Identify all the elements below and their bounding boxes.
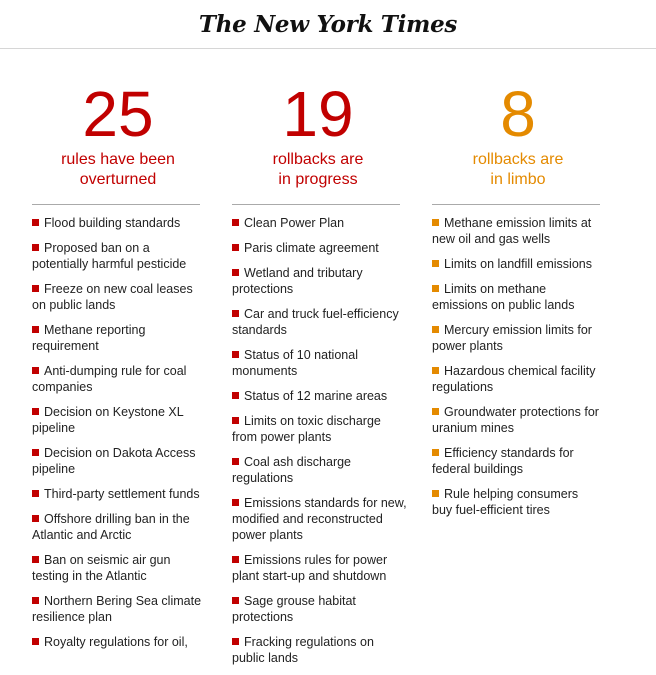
bullet-square-icon	[32, 638, 39, 645]
bullet-square-icon	[32, 597, 39, 604]
list-item: Wetland and tributary protections	[232, 266, 363, 296]
in-progress-list	[232, 215, 407, 666]
list-item: Royalty regulations for oil,	[32, 634, 208, 650]
nyt-logo[interactable]: The New York Times	[198, 10, 458, 38]
list-item: Flood building standards	[32, 215, 208, 231]
list-item: Freeze on new coal leases on public lands	[32, 282, 193, 312]
list-item: Third-party settlement funds	[32, 486, 208, 502]
bullet-square-icon	[32, 490, 39, 497]
bullet-square-icon	[32, 408, 39, 415]
in-progress-subtitle: rollbacks are in progress	[272, 151, 364, 188]
bullet-square-icon	[32, 219, 39, 226]
bullet-square-icon	[432, 285, 439, 292]
list-item: Decision on Keystone XL pipeline	[32, 405, 184, 435]
bullet-square-icon	[232, 310, 239, 317]
list-item: Fracking regulations on public lands	[232, 635, 374, 665]
list-item: Emissions standards for new, modified and reconstructed power plants	[232, 496, 407, 542]
list-item: Decision on Dakota Access pipeline	[32, 446, 196, 476]
bullet-square-icon	[232, 219, 239, 226]
list-item: Rule helping consumers buy fuel-efficient tires	[432, 487, 579, 517]
list-item: Sage grouse habitat protections	[232, 594, 356, 624]
bullet-square-icon	[232, 458, 239, 465]
list-item: Groundwater protections for uranium mines	[432, 405, 599, 435]
divider	[232, 204, 400, 205]
bullet-square-icon	[432, 490, 439, 497]
list-item: Ban on seismic air gun testing in the Atlantic	[32, 553, 171, 583]
list-item: Hazardous chemical facility regulations	[432, 364, 596, 394]
bullet-square-icon	[432, 326, 439, 333]
bullet-square-icon	[32, 515, 39, 522]
bullet-square-icon	[32, 326, 39, 333]
masthead	[0, 0, 656, 49]
bullet-square-icon	[32, 244, 39, 251]
bullet-square-icon	[232, 638, 239, 645]
overturned-list	[32, 215, 204, 650]
list-item: Methane emission limits at new oil and gas wells	[432, 216, 592, 246]
divider	[32, 204, 200, 205]
list-item: Offshore drilling ban in the Atlantic and Arctic	[32, 512, 190, 542]
bullet-square-icon	[32, 449, 39, 456]
in-progress-count: 19	[282, 78, 354, 150]
bullet-square-icon	[32, 285, 39, 292]
list-item: Efficiency standards for federal buildings	[432, 446, 574, 476]
bullet-square-icon	[432, 260, 439, 267]
bullet-square-icon	[232, 417, 239, 424]
bullet-square-icon	[232, 244, 239, 251]
list-item: Limits on toxic discharge from power plants	[232, 414, 381, 444]
divider	[432, 204, 600, 205]
bullet-square-icon	[32, 556, 39, 563]
bullet-square-icon	[232, 392, 239, 399]
list-item: Status of 10 national monuments	[232, 348, 358, 378]
list-item: Limits on landfill emissions	[432, 256, 600, 272]
bullet-square-icon	[232, 499, 239, 506]
bullet-square-icon	[432, 408, 439, 415]
list-item: Limits on methane emissions on public lands	[432, 282, 575, 312]
list-item: Status of 12 marine areas	[232, 388, 408, 404]
list-item: Proposed ban on a potentially harmful pesticide	[32, 241, 187, 271]
list-item: Northern Bering Sea climate resilience plan	[32, 594, 202, 624]
list-item: Anti-dumping rule for coal companies	[32, 364, 187, 394]
in-limbo-count: 8	[500, 78, 536, 150]
list-item: Clean Power Plan	[232, 215, 408, 231]
column-overturned	[32, 80, 204, 659]
bullet-square-icon	[432, 449, 439, 456]
in-limbo-subtitle: rollbacks are in limbo	[472, 151, 564, 188]
list-item: Paris climate agreement	[232, 240, 408, 256]
list-item: Coal ash discharge regulations	[232, 455, 352, 485]
column-in-limbo	[432, 80, 604, 527]
list-item: Emissions rules for power plant start-up and shutdown	[232, 553, 388, 583]
bullet-square-icon	[32, 367, 39, 374]
list-item: Methane reporting requirement	[32, 323, 146, 353]
bullet-square-icon	[232, 556, 239, 563]
list-item: Car and truck fuel-efficiency standards	[232, 307, 399, 337]
overturned-count: 25	[82, 78, 154, 150]
list-item: Mercury emission limits for power plants	[432, 323, 592, 353]
bullet-square-icon	[232, 269, 239, 276]
column-in-progress	[232, 78, 407, 675]
bullet-square-icon	[232, 597, 239, 604]
bullet-square-icon	[432, 219, 439, 226]
bullet-square-icon	[232, 351, 239, 358]
bullet-square-icon	[432, 367, 439, 374]
in-limbo-list	[432, 215, 604, 518]
overturned-subtitle: rules have been overturned	[61, 151, 175, 188]
